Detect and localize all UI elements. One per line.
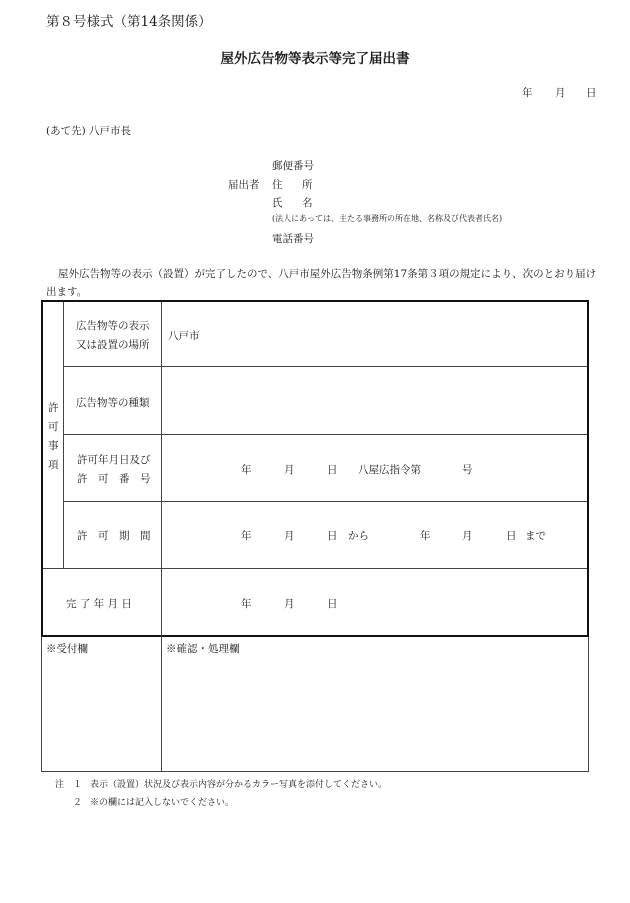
row-divider-1: [63, 366, 587, 367]
office-use-divider: [161, 637, 162, 772]
name-label-b: 名: [302, 197, 313, 209]
completion-date-label: 完 了 年 月 日: [66, 598, 132, 610]
date-year-label: 年: [522, 87, 533, 99]
permit-month: 月: [284, 464, 295, 476]
completion-day: 日: [327, 598, 338, 610]
note-2-number: ２: [73, 798, 83, 808]
period-until: まで: [525, 530, 546, 542]
date-day-label: 日: [586, 87, 597, 99]
group-char-3: 事: [48, 440, 59, 452]
address-label-a: 住: [272, 179, 283, 191]
statement-line-2: 出ます。: [46, 286, 88, 298]
period-end-year: 年: [420, 530, 431, 542]
label-divider: [161, 302, 162, 637]
permit-number-prefix: 八屋広指令第: [358, 464, 421, 476]
ad-type-label: 広告物等の種類: [76, 397, 150, 409]
permit-date-label-line-1: 許可年月日及び: [77, 454, 151, 466]
period-end-day: 日: [506, 530, 517, 542]
notes-label: 注: [55, 780, 65, 790]
permit-date-label-line-2: 許 可 番 号: [77, 473, 151, 485]
permit-day: 日: [327, 464, 338, 476]
completion-month: 月: [284, 598, 295, 610]
period-start-day: 日: [327, 530, 338, 542]
phone-label: 電話番号: [272, 233, 314, 245]
address-label-b: 所: [302, 179, 313, 191]
document-title: 屋外広告物等表示等完了届出書: [220, 51, 410, 67]
reception-label: ※受付欄: [46, 643, 88, 655]
group-char-2: 可: [48, 421, 59, 433]
note-1-text: 表示（設置）状況及び表示内容が分かるカラー写真を添付してください。: [90, 780, 388, 790]
group-divider: [63, 302, 64, 568]
period-start-year: 年: [241, 530, 252, 542]
permit-year: 年: [241, 464, 252, 476]
postal-code-label: 郵便番号: [272, 160, 314, 172]
row-divider-2: [63, 434, 587, 435]
statement-line-1: 屋外広告物等の表示（設置）が完了したので、八戸市屋外広告物条例第17条第３項の規定により、次のとおり届け: [58, 268, 597, 280]
period-end-month: 月: [462, 530, 473, 542]
location-label-line-1: 広告物等の表示: [76, 320, 150, 332]
date-month-label: 月: [555, 87, 566, 99]
note-1-number: １: [73, 780, 83, 790]
addressee: (あて先) 八戸市長: [46, 125, 132, 137]
permit-period-label: 許 可 期 間: [77, 530, 151, 542]
office-use-table: [41, 637, 589, 772]
permit-number-suffix: 号: [462, 464, 473, 476]
corporate-note: (法人にあっては、主たる事務所の所在地、名称及び代表者氏名): [272, 214, 503, 223]
completion-year: 年: [241, 598, 252, 610]
row-divider-3: [63, 501, 587, 502]
note-2-text: ※の欄には記入しないでください。: [90, 798, 235, 808]
location-label-line-2: 又は設置の場所: [76, 339, 150, 351]
processing-label: ※確認・処理欄: [166, 643, 240, 655]
form-number: 第８号様式（第14条関係）: [46, 14, 212, 30]
group-char-4: 項: [48, 459, 59, 471]
row-divider-4: [43, 568, 587, 569]
group-char-1: 許: [48, 402, 59, 414]
period-from: から: [348, 530, 369, 542]
period-start-month: 月: [284, 530, 295, 542]
applicant-role-label: 届出者: [228, 179, 260, 191]
location-value: 八戸市: [168, 330, 200, 342]
name-label-a: 氏: [272, 197, 283, 209]
